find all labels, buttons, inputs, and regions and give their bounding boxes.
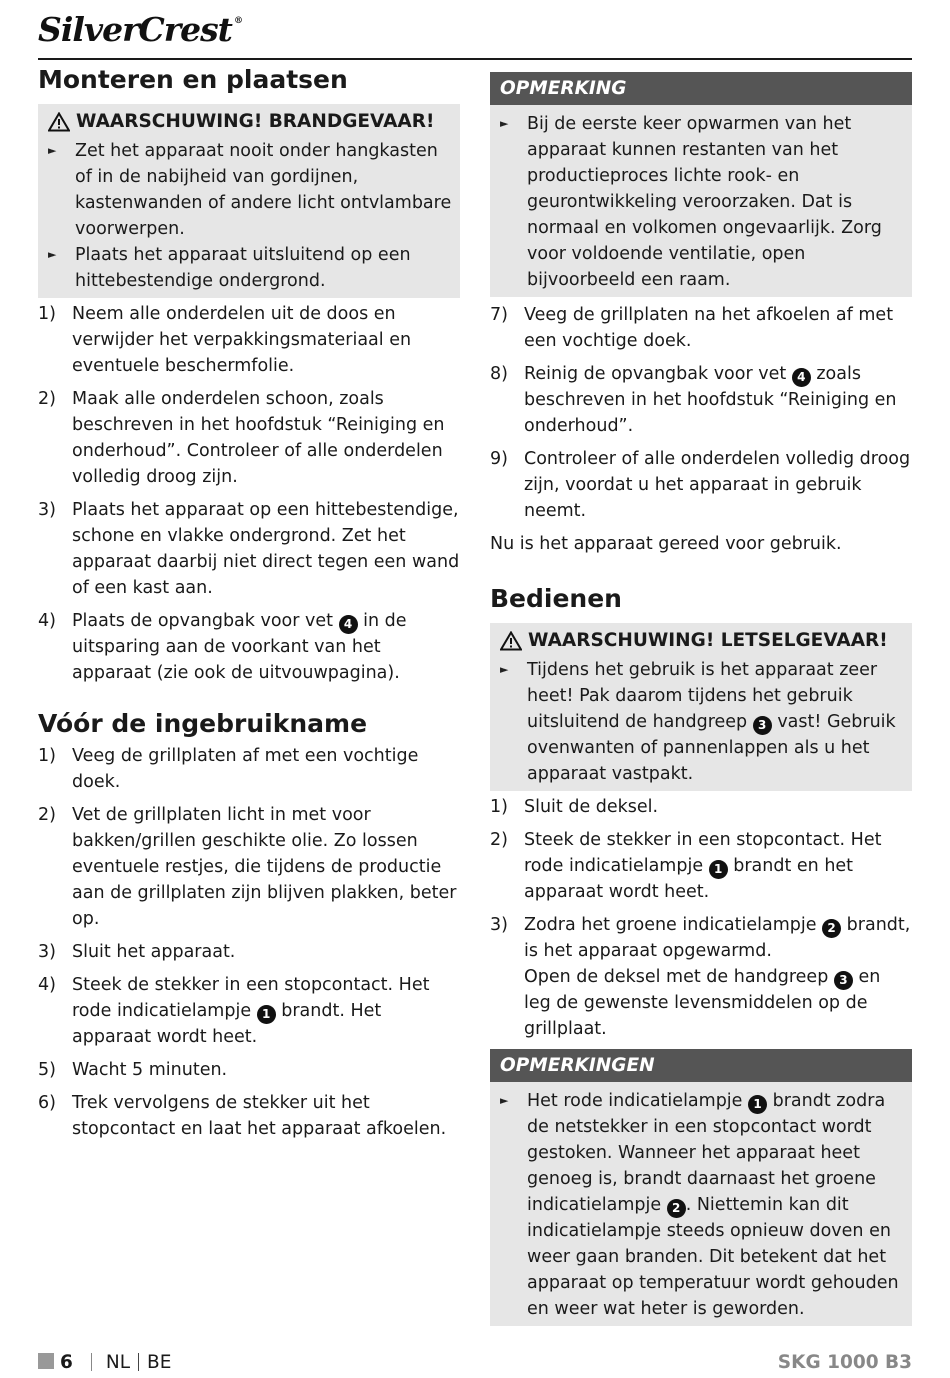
list-item: 2) Vet de grillplaten licht in met voor bakken/grillen geschikte olie. Zo lossen eventuele restjes, die tijdens de productie aan de grillplaten zijn blijven plakken, beter op. xyxy=(38,805,457,930)
number-badge: 1 xyxy=(748,1095,767,1114)
page-number: 6 xyxy=(60,1352,73,1373)
warning-item: ► Tijdens het gebruik is het apparaat zeer heet! Pak daarom tijdens het gebruik uitsluitend de handgreep 3 vast! Gebruik ovenwanten of pannenlappen als u het apparaat vastpakt. xyxy=(490,657,912,787)
divider xyxy=(138,1353,139,1371)
section-heading-monteren: Monteren en plaatsen xyxy=(38,65,348,94)
number-badge: 3 xyxy=(753,716,772,735)
footer-square-icon xyxy=(38,1353,54,1369)
bullet-arrow-icon: ► xyxy=(48,143,57,157)
list-item: 3) Zodra het groene indicatielampje 2 brandt, is het apparaat opgewarmd. Open de deksel met de handgreep 3 en leg de gewenste levensmiddelen op de grillplaat. xyxy=(490,914,911,1039)
list-item: 2) Maak alle onderdelen schoon, zoals beschreven in het hoofdstuk “Reiniging en onderhoud”. Controleer of alle onderdelen volledig droog zijn. xyxy=(38,388,445,487)
warning-box-letselgevaar xyxy=(490,623,912,791)
note-item: ► Het rode indicatielampje 1 brandt zodra de netstekker in een stopcontact wordt gestoken. Wanneer het apparaat heet genoeg is, brandt daarnaast het groene indicatielampje 2 . Niettemin kan dit indicatielampje steeds opnieuw doven en weer gaan branden. Dit betekent dat het apparaat op temperatuur wordt gehouden en weer wat heter is geworden. xyxy=(490,1082,912,1322)
bullet-arrow-icon: ► xyxy=(48,247,57,261)
warning-triangle-icon xyxy=(48,112,70,132)
number-badge: 4 xyxy=(339,615,358,634)
list-item: 6) Trek vervolgens de stekker uit het stopcontact en laat het apparaat afkoelen. xyxy=(38,1093,447,1140)
note-title: OPMERKING xyxy=(490,72,912,105)
number-badge: 4 xyxy=(792,368,811,387)
left-column xyxy=(38,66,460,1149)
note-box-opmerking xyxy=(490,72,912,297)
note-item: ► Bij de eerste keer opwarmen van het apparaat kunnen restanten van het productieproces lichte rook- en geurontwikkeling veroorzaken. Dat is normaal en volkomen ongevaarlijk. Zorg voor voldoende ventilatie, open bijvoorbeeld een raam. xyxy=(490,105,912,293)
bullet-arrow-icon: ► xyxy=(500,117,509,131)
number-badge: 2 xyxy=(822,919,841,938)
list-item: 7) Veeg de grillplaten na het afkoelen af met een vochtige doek. xyxy=(490,305,894,352)
ready-text: Nu is het apparaat gereed voor gebruik. xyxy=(490,534,842,555)
list-item: 8) Reinig de opvangbak voor vet 4 zoals beschreven in het hoofdstuk “Reiniging en onderhoud”. xyxy=(490,364,897,437)
warning-item: ► Plaats het apparaat uitsluitend op een hittebestendige ondergrond. xyxy=(38,242,460,294)
model-number: SKG 1000 B3 xyxy=(777,1352,912,1373)
list-item: 2) Steek de stekker in een stopcontact. Het rode indicatielampje 1 brandt en het apparaat wordt heet. xyxy=(490,829,882,902)
bullet-arrow-icon: ► xyxy=(500,662,509,676)
warning-title: WAARSCHUWING! LETSELGEVAAR! xyxy=(490,623,912,657)
page-header xyxy=(38,8,912,60)
list-item: 4) Steek de stekker in een stopcontact. Het rode indicatielampje 1 brandt. Het apparaat wordt heet. xyxy=(38,975,430,1048)
steps-list-bedienen xyxy=(490,794,912,1042)
list-item: 3) Plaats het apparaat op een hittebestendige, schone en vlakke ondergrond. Zet het apparaat daarbij niet direct tegen een wand of een kast aan. xyxy=(38,499,460,598)
list-item: 5) Wacht 5 minuten. xyxy=(38,1060,228,1081)
note-title: OPMERKINGEN xyxy=(490,1049,912,1082)
note-box-opmerkingen xyxy=(490,1049,912,1326)
list-item: 1) Sluit de deksel. xyxy=(490,796,659,817)
bullet-arrow-icon: ► xyxy=(500,1093,509,1107)
warning-triangle-icon xyxy=(500,631,522,651)
language-code: BE xyxy=(147,1352,172,1373)
brand-logo: SilverCrest ® xyxy=(38,10,242,49)
language-code: NL xyxy=(105,1352,131,1373)
list-item: 4) Plaats de opvangbak voor vet 4 in de uitsparing aan de voorkant van het apparaat (zie ook de uitvouwpagina). xyxy=(38,610,407,683)
list-item: 1) Neem alle onderdelen uit de doos en verwijder het verpakkingsmateriaal en eventuele beschermfolie. xyxy=(38,303,412,376)
section-heading-ingebruikname: Vóór de ingebruikname xyxy=(38,708,368,738)
number-badge: 1 xyxy=(709,860,728,879)
list-item: 1) Veeg de grillplaten af met een vochtige doek. xyxy=(38,746,419,793)
steps-list-monteren xyxy=(38,301,460,686)
number-badge: 3 xyxy=(834,971,853,990)
warning-title: WAARSCHUWING! BRANDGEVAAR! xyxy=(38,104,460,138)
warning-box-brandgevaar xyxy=(38,104,460,298)
warning-item: ► Zet het apparaat nooit onder hangkasten of in de nabijheid van gordijnen, kastenwanden of andere licht ontvlambare voorwerpen. xyxy=(38,138,460,242)
number-badge: 2 xyxy=(667,1199,686,1218)
number-badge: 1 xyxy=(257,1005,276,1024)
divider xyxy=(91,1353,92,1371)
steps-list-ingebruikname xyxy=(38,743,460,1142)
list-item: 9) Controleer of alle onderdelen volledig droog zijn, voordat u het apparaat in gebruik neemt. xyxy=(490,449,911,522)
list-item: 3) Sluit het apparaat. xyxy=(38,942,236,963)
steps-list-continued xyxy=(490,302,912,524)
section-heading-bedienen: Bedienen xyxy=(490,584,622,614)
right-column xyxy=(490,72,912,1326)
